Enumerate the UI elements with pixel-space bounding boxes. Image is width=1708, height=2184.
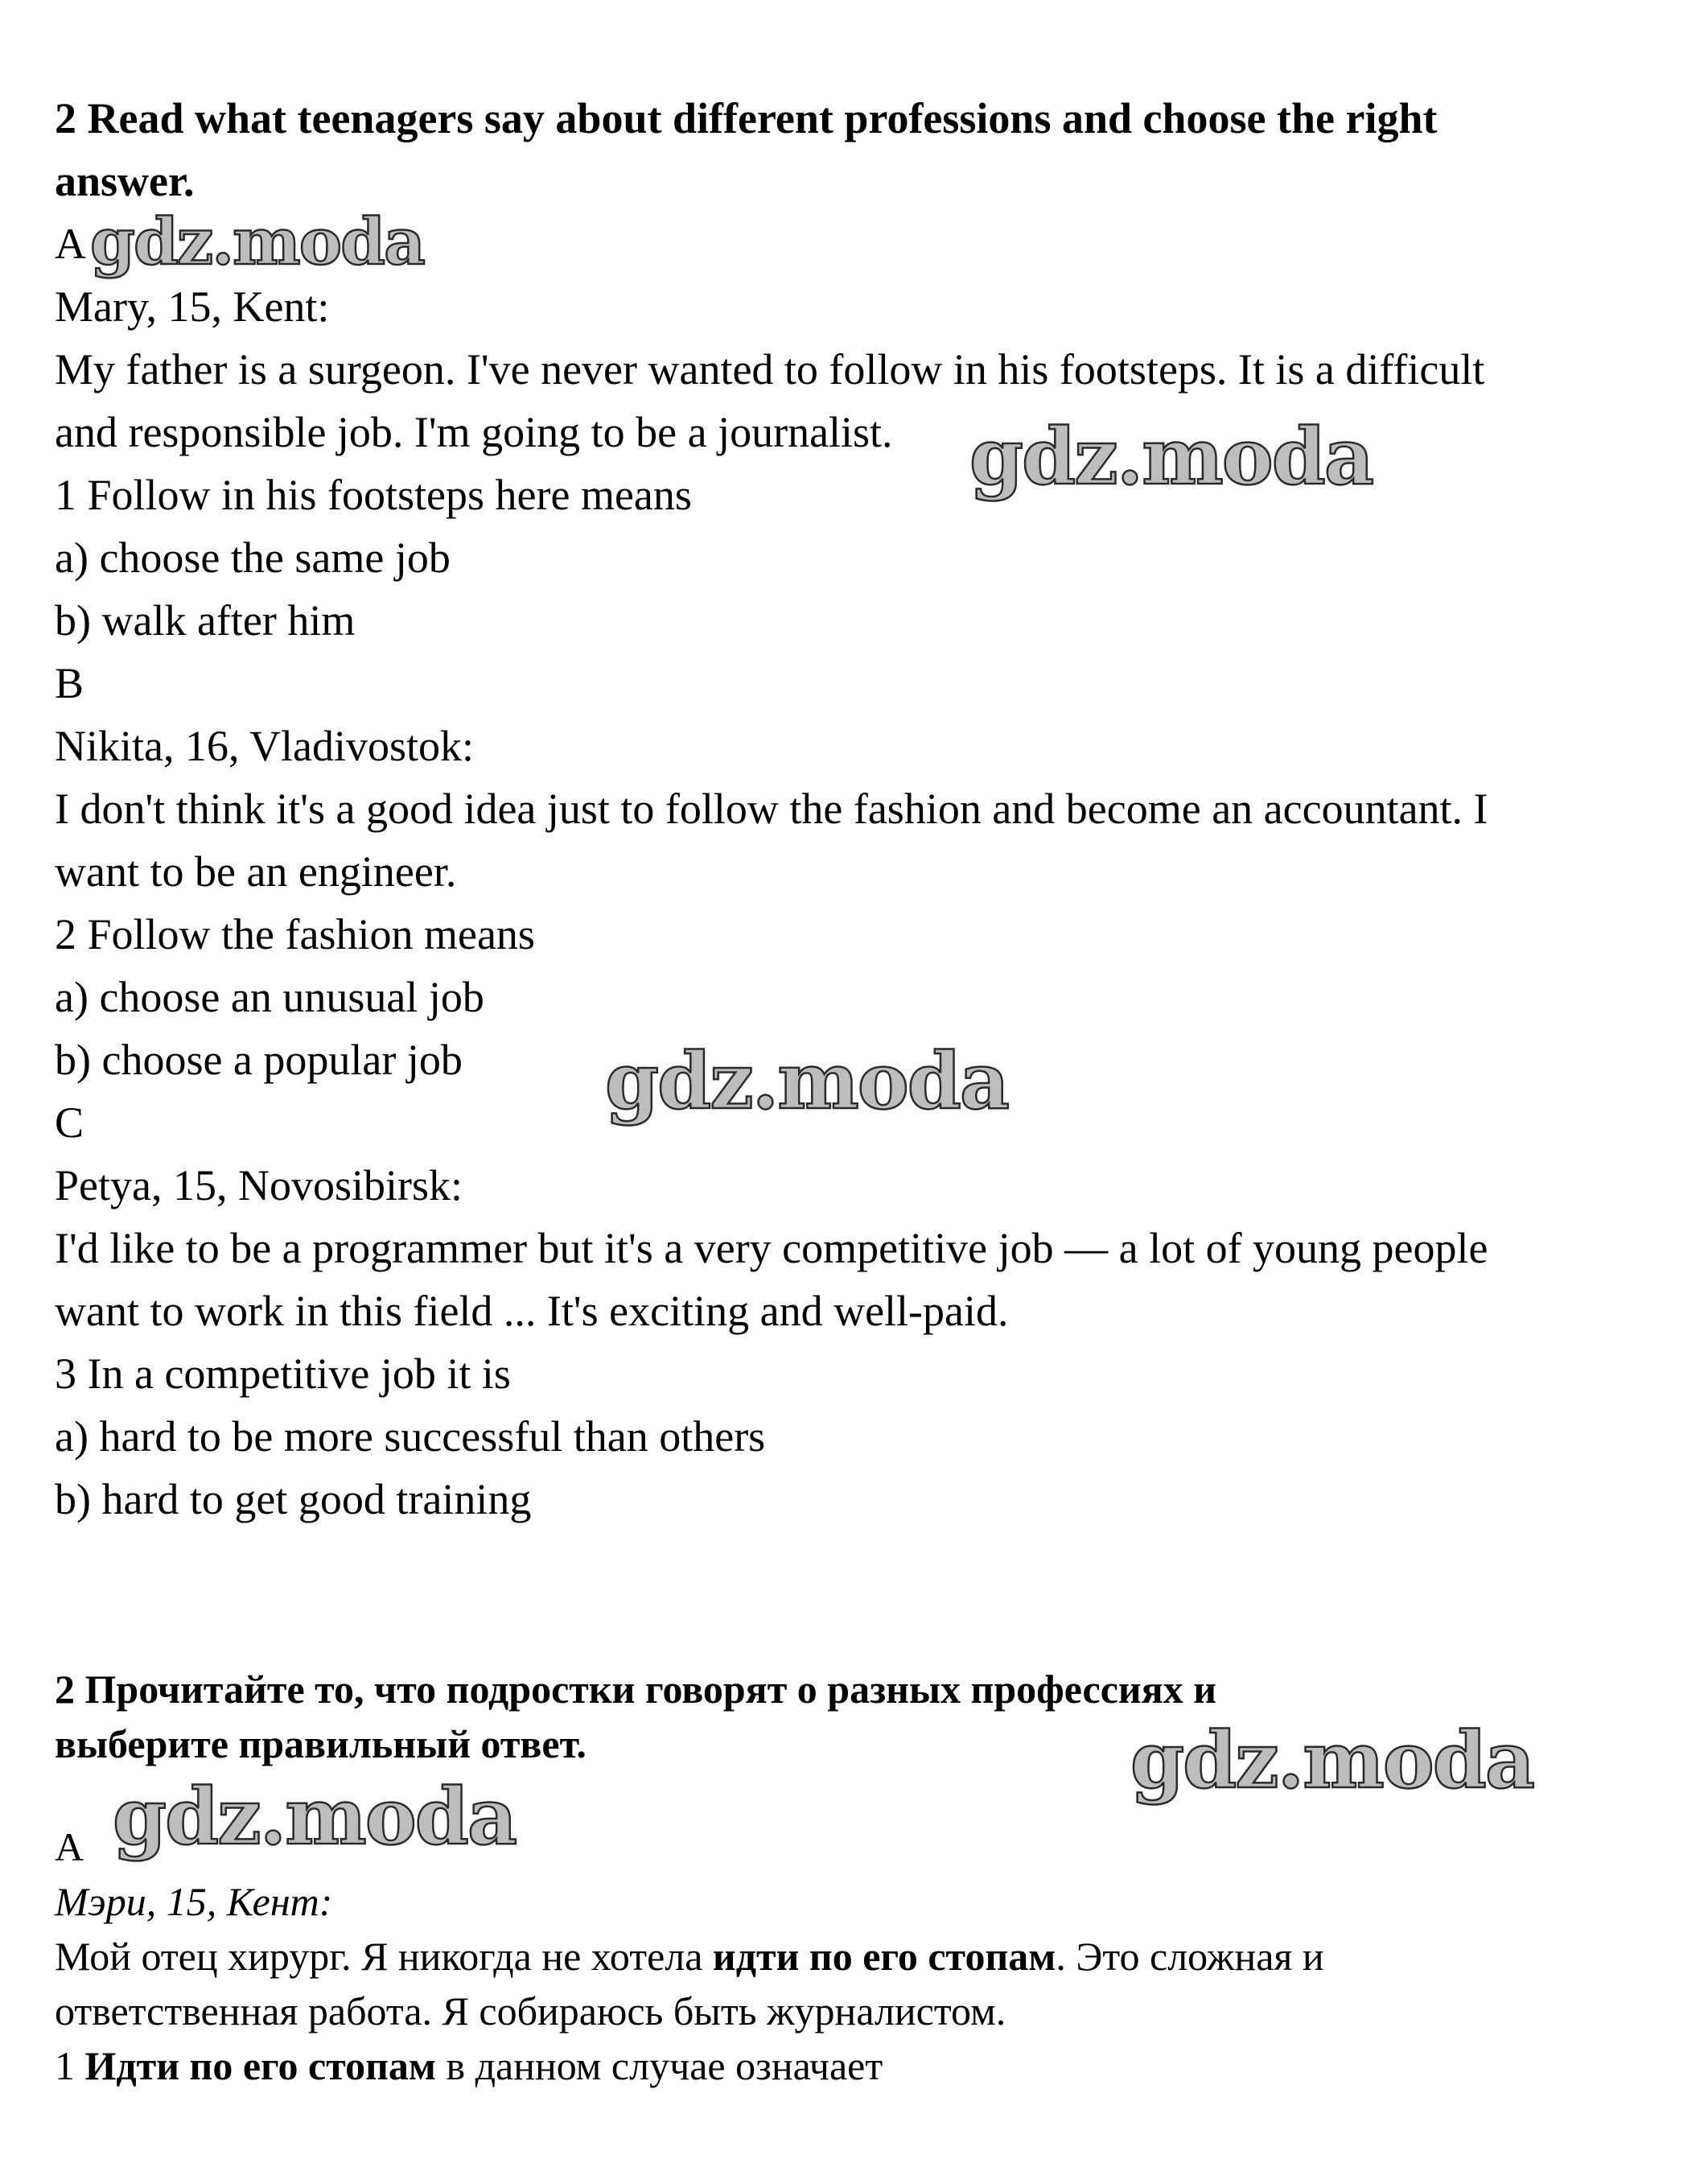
section-c-text-cont: want to work in this field ... It's exciting and well-paid.: [55, 1287, 1009, 1335]
watermark-logo: gdz.moda: [1130, 1715, 1534, 1806]
section-a-text-ru-cont: ответственная работа. Я собираюсь быть журналистом.: [55, 1988, 1006, 2034]
exercise-title-en-cont: answer.: [55, 157, 195, 205]
section-a-text-cont: and responsible job. I'm going to be a journalist.: [55, 408, 893, 456]
exercise-title-en: 2 Read what teenagers say about different professions and choose the right: [55, 94, 1438, 142]
section-a-speaker: Mary, 15, Kent:: [55, 282, 330, 331]
section-b-speaker: Nikita, 16, Vladivostok:: [55, 722, 474, 770]
question-3: 3 In a competitive job it is: [55, 1350, 511, 1398]
question-1-ru: [55, 2034, 883, 2097]
section-a-text-ru-bold: идти по его стопам: [712, 1934, 1056, 1979]
exercise-title-ru-cont: выберите правильный ответ.: [55, 1721, 586, 1766]
question-1-ru-num: 1: [55, 2043, 85, 2088]
question-3-option-a: a) hard to be more successful than others: [55, 1412, 766, 1461]
section-a-text: My father is a surgeon. I've never wanted to follow in his footsteps. It is a difficult: [55, 345, 1485, 394]
section-a-text-ru-post: . Это сложная и: [1056, 1934, 1324, 1979]
question-1-ru-post: в данном случае означает: [435, 2043, 883, 2088]
section-a-speaker-ru: Мэри, 15, Кент:: [55, 1879, 333, 1924]
section-a-text-ru: [55, 1925, 1324, 1988]
section-b-text-cont: want to be an engineer.: [55, 847, 457, 896]
section-c-label: C: [55, 1098, 84, 1147]
question-1: 1 Follow in his footsteps here means: [55, 471, 692, 519]
question-2: 2 Follow the fashion means: [55, 910, 535, 958]
section-a-label: A: [55, 220, 86, 268]
section-b-text: I don't think it's a good idea just to follow the fashion and become an accountant. I: [55, 785, 1488, 833]
section-c-speaker: Petya, 15, Novosibirsk:: [55, 1161, 463, 1209]
section-a-text-ru-pre: Мой отец хирург. Я никогда не хотела: [55, 1934, 713, 1979]
question-2-option-a: a) choose an unusual job: [55, 973, 484, 1021]
question-1-option-b: b) walk after him: [55, 596, 356, 645]
watermark-logo: gdz.moda: [605, 1036, 1009, 1127]
watermark-logo: gdz.moda: [969, 411, 1373, 502]
watermark-logo: gdz.moda: [90, 204, 424, 279]
exercise-title-ru: 2 Прочитайте то, что подростки говорят о разных профессиях и: [55, 1667, 1217, 1712]
section-a-label-ru: A: [55, 1824, 84, 1869]
question-2-option-b: b) choose a popular job: [55, 1036, 463, 1084]
question-3-option-b: b) hard to get good training: [55, 1475, 532, 1523]
question-1-ru-bold: Идти по его стопам: [84, 2043, 436, 2088]
section-b-label: B: [55, 659, 84, 707]
section-c-text: I'd like to be a programmer but it's a very competitive job — a lot of young people: [55, 1224, 1488, 1272]
question-1-option-a: a) choose the same job: [55, 534, 451, 582]
watermark-logo: gdz.moda: [113, 1771, 517, 1862]
